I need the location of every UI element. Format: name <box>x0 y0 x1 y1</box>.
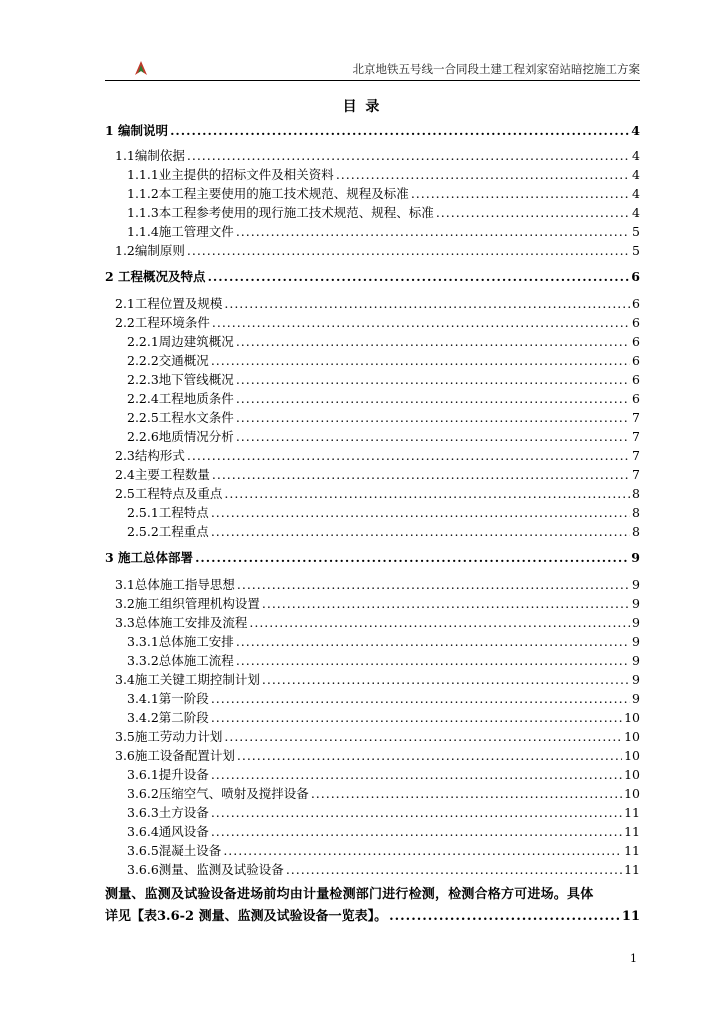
toc-entry[interactable]: 2.2.2交通概况 ..... 6 <box>105 352 640 370</box>
equipment-note-paragraph[interactable] <box>105 884 640 928</box>
toc-entry[interactable]: 3.2施工组织管理机构设置 ..... 9 <box>105 595 640 613</box>
company-logo-icon <box>133 60 149 76</box>
toc-entry[interactable]: 2.5工程特点及重点 ..... 8 <box>105 485 640 503</box>
toc-entry[interactable]: 3.5施工劳动力计划 ..... 10 <box>105 728 640 746</box>
toc-entry[interactable]: 2.2.4工程地质条件 ..... 6 <box>105 390 640 408</box>
toc-entry[interactable]: 3.6.4通风设备 ..... 11 <box>105 823 640 841</box>
toc-entry[interactable]: 3.4施工关键工期控制计划 ..... 9 <box>105 671 640 689</box>
toc-title: 目 录 <box>342 99 382 115</box>
page-header <box>105 58 640 80</box>
toc-entry[interactable]: 3.3.2总体施工流程 ..... 9 <box>105 652 640 670</box>
toc-entry[interactable]: 1 编制说明 ..... 4 <box>105 122 640 140</box>
toc-entry[interactable]: 3 施工总体部署 ..... 9 <box>105 549 640 567</box>
toc-entry[interactable]: 3.6.2压缩空气、喷射及搅拌设备 ..... 10 <box>105 785 640 803</box>
toc-entry[interactable]: 3.3.1总体施工安排 ..... 9 <box>105 633 640 651</box>
toc-entry[interactable]: 3.4.1第一阶段 ..... 9 <box>105 690 640 708</box>
toc-entry[interactable]: 2.2.5工程水文条件 ..... 7 <box>105 409 640 427</box>
toc-entry[interactable]: 2.3结构形式 ..... 7 <box>105 447 640 465</box>
toc-entry[interactable]: 1.2编制原则 ..... 5 <box>105 242 640 260</box>
toc-entry[interactable]: 3.6.3土方设备 ..... 11 <box>105 804 640 822</box>
toc-entry[interactable]: 1.1编制依据 ..... 4 <box>105 147 640 165</box>
toc-entry[interactable]: 3.1总体施工指导思想 ..... 9 <box>105 576 640 594</box>
toc-entry[interactable]: 3.6.6测量、监测及试验设备 ..... 11 <box>105 861 640 879</box>
page-number: 1 <box>630 952 637 965</box>
toc-entry[interactable]: 2 工程概况及特点 ..... 6 <box>105 268 640 286</box>
toc-entry[interactable]: 2.2工程环境条件 ..... 6 <box>105 314 640 332</box>
toc-entry[interactable]: 3.6.1提升设备 ..... 10 <box>105 766 640 784</box>
toc-entry[interactable]: 1.1.2本工程主要使用的施工技术规范、规程及标准 ..... 4 <box>105 185 640 203</box>
toc-entry[interactable]: 2.5.2工程重点 ..... 8 <box>105 523 640 541</box>
toc-entry[interactable]: 2.4主要工程数量 ..... 7 <box>105 466 640 484</box>
toc-entry[interactable]: 2.5.1工程特点 ..... 8 <box>105 504 640 522</box>
toc-entry[interactable]: 3.4.2第二阶段 ..... 10 <box>105 709 640 727</box>
toc-entry[interactable]: 2.2.1周边建筑概况 ..... 6 <box>105 333 640 351</box>
header-title: 北京地铁五号线一合同段土建工程刘家窑站暗挖施工方案 <box>352 62 640 76</box>
toc-entry[interactable]: 1.1.1业主提供的招标文件及相关资料 ..... 4 <box>105 166 640 184</box>
toc-entry[interactable]: 2.2.6地质情况分析 ..... 7 <box>105 428 640 446</box>
paragraph-page: 11 <box>621 909 640 924</box>
header-divider <box>105 80 640 81</box>
toc-entry[interactable]: 2.1工程位置及规模 ..... 6 <box>105 295 640 313</box>
toc-entry[interactable]: 1.1.4施工管理文件 ..... 5 <box>105 223 640 241</box>
paragraph-line-1: 测量、监测及试验设备进场前均由计量检测部门进行检测，检测合格方可进场。具体 <box>105 887 594 902</box>
toc-entry[interactable]: 3.6施工设备配置计划 ..... 10 <box>105 747 640 765</box>
toc-entry[interactable]: 1.1.3本工程参考使用的现行施工技术规范、规程、标准 ..... 4 <box>105 204 640 222</box>
toc-entry[interactable]: 2.2.3地下管线概况 ..... 6 <box>105 371 640 389</box>
paragraph-line-2: 详见【表3.6-2 测量、监测及试验设备一览表】。 ..... 11 <box>105 906 640 928</box>
toc-entry[interactable]: 3.6.5混凝土设备 ..... 11 <box>105 842 640 860</box>
toc-entry[interactable]: 3.3总体施工安排及流程 ..... 9 <box>105 614 640 632</box>
